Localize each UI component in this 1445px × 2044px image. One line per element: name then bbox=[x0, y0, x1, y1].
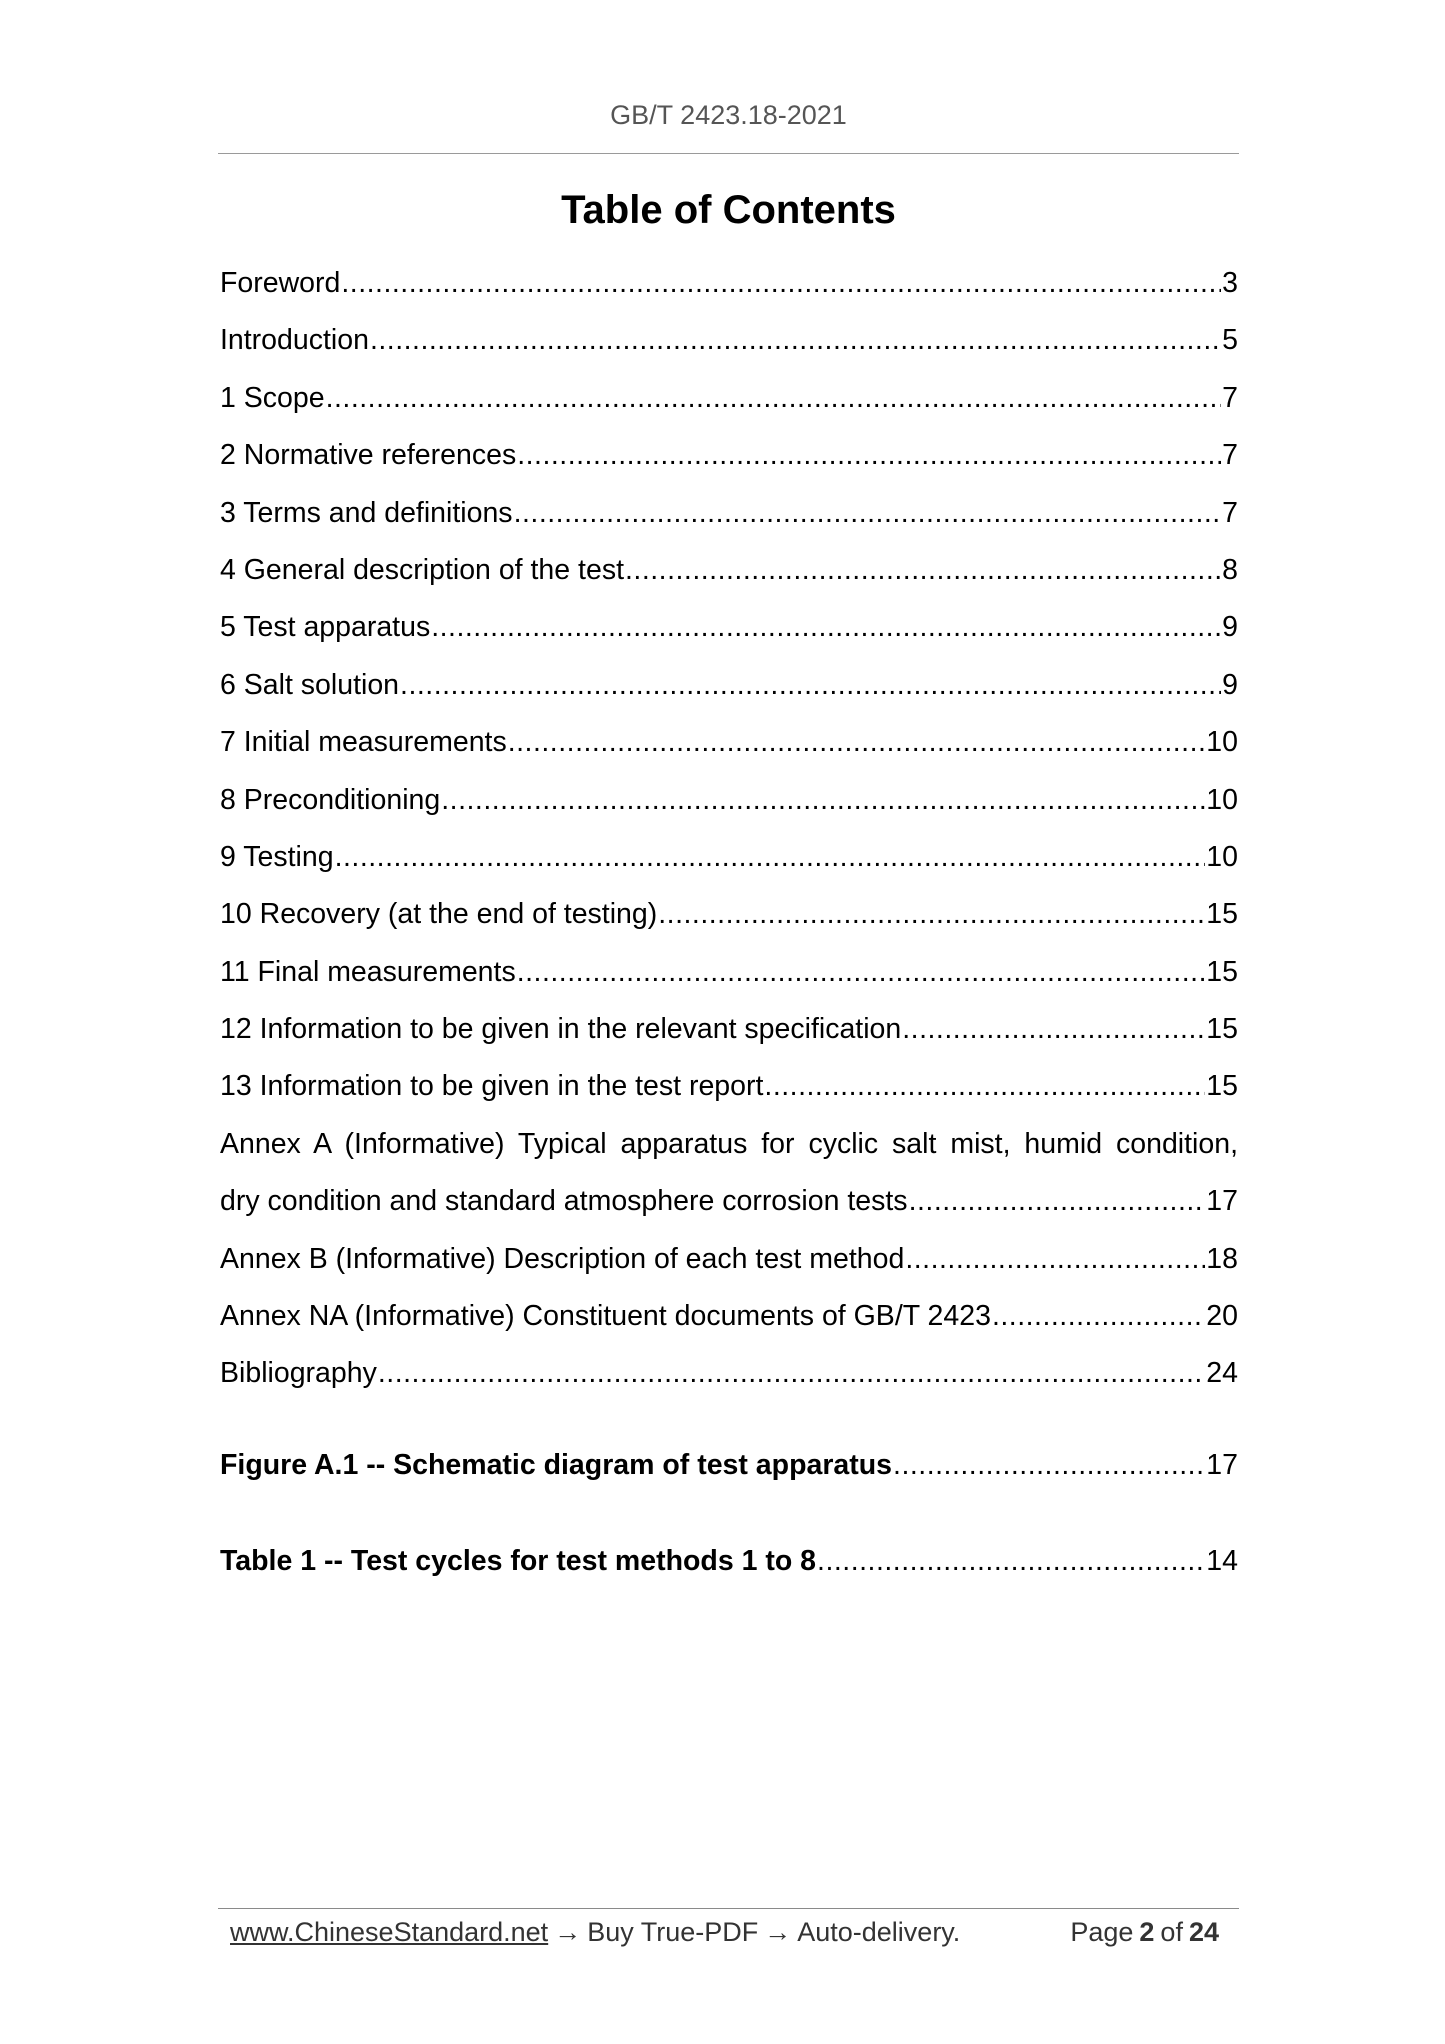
toc-entry-page: 7 bbox=[1222, 381, 1238, 414]
toc-entry-annex-b[interactable] bbox=[220, 1231, 1238, 1288]
table-entry[interactable] bbox=[220, 1533, 1238, 1590]
toc-entry-page: 5 bbox=[1222, 324, 1238, 357]
dot-leader bbox=[326, 370, 1222, 427]
toc-entry-page: 7 bbox=[1222, 496, 1238, 529]
toc-entry-annex-na[interactable] bbox=[220, 1288, 1238, 1345]
toc-title: Table of Contents bbox=[561, 188, 896, 232]
buy-text: Buy True-PDF bbox=[587, 1917, 759, 1947]
toc-entry-page: 20 bbox=[1206, 1300, 1238, 1333]
toc-entry-label: 5 Test apparatus bbox=[220, 611, 431, 644]
toc-entry-salt-solution[interactable] bbox=[220, 657, 1238, 714]
toc-entry-initial-measurements[interactable] bbox=[220, 714, 1238, 771]
toc-entry-final-measurements[interactable] bbox=[220, 944, 1238, 1001]
table-list bbox=[220, 1533, 1238, 1590]
toc-entry-label: dry condition and standard atmosphere corrosion tests bbox=[220, 1185, 908, 1218]
toc-entry-page: 7 bbox=[1222, 439, 1238, 472]
dot-leader bbox=[341, 255, 1221, 312]
toc-entry-label: 6 Salt solution bbox=[220, 668, 400, 701]
toc-entry-label: 9 Testing bbox=[220, 840, 334, 873]
toc-list bbox=[220, 255, 1238, 1403]
arrow-right-icon: → bbox=[764, 1917, 792, 1947]
header-divider bbox=[218, 153, 1239, 154]
toc-entry-scope[interactable] bbox=[220, 370, 1238, 427]
toc-entry-information-specification[interactable] bbox=[220, 1001, 1238, 1058]
figure-entry-page: 17 bbox=[1206, 1449, 1238, 1481]
toc-entry-testing[interactable] bbox=[220, 829, 1238, 886]
dot-leader bbox=[400, 657, 1221, 714]
toc-entry-label: 8 Preconditioning bbox=[220, 783, 441, 816]
toc-entry-test-apparatus[interactable] bbox=[220, 599, 1238, 656]
toc-entry-label: 10 Recovery (at the end of testing) bbox=[220, 898, 658, 931]
toc-entry-label: Introduction bbox=[220, 324, 369, 357]
toc-entry-page: 15 bbox=[1206, 898, 1238, 931]
toc-entry-page: 15 bbox=[1206, 955, 1238, 988]
toc-entry-label: Annex B (Informative) Description of each test method bbox=[220, 1242, 905, 1275]
toc-entry-page: 3 bbox=[1222, 267, 1238, 299]
toc-entry-page: 15 bbox=[1206, 1013, 1238, 1046]
dot-leader bbox=[335, 829, 1206, 886]
figure-entry[interactable] bbox=[220, 1437, 1238, 1494]
dot-leader bbox=[817, 1533, 1205, 1590]
toc-entry-bibliography[interactable] bbox=[220, 1345, 1238, 1402]
toc-entry-label: 3 Terms and definitions bbox=[220, 496, 513, 529]
site-link[interactable]: www.ChineseStandard.net bbox=[230, 1917, 549, 1947]
toc-entry-introduction[interactable] bbox=[220, 312, 1238, 369]
toc-entry-label: 2 Normative references bbox=[220, 439, 517, 472]
page-footer bbox=[230, 1912, 1225, 1952]
toc-entry-page: 8 bbox=[1222, 553, 1238, 586]
toc-entry-label: 1 Scope bbox=[220, 381, 325, 414]
toc-entry-page: 17 bbox=[1206, 1185, 1238, 1218]
toc-entry-foreword[interactable] bbox=[220, 255, 1238, 312]
delivery-text: Auto-delivery. bbox=[797, 1917, 961, 1947]
toc-entry-page: 24 bbox=[1206, 1357, 1238, 1390]
dot-leader bbox=[764, 1058, 1205, 1115]
dot-leader bbox=[625, 542, 1221, 599]
table-entry-page: 14 bbox=[1206, 1545, 1238, 1577]
current-page: 2 bbox=[1139, 1917, 1155, 1947]
dot-leader bbox=[893, 1437, 1205, 1494]
toc-entry-label: 12 Information to be given in the relevant specification bbox=[220, 1013, 902, 1046]
dot-leader bbox=[992, 1288, 1205, 1345]
toc-entry-page: 10 bbox=[1206, 726, 1238, 759]
toc-entry-label: 11 Final measurements bbox=[220, 955, 516, 988]
toc-entry-page: 9 bbox=[1222, 668, 1238, 701]
toc-entry-recovery[interactable] bbox=[220, 886, 1238, 943]
toc-entry-page: 18 bbox=[1206, 1242, 1238, 1275]
dot-leader bbox=[902, 1001, 1205, 1058]
of-word: of bbox=[1160, 1917, 1183, 1947]
dot-leader bbox=[514, 485, 1222, 542]
figure-list bbox=[220, 1437, 1238, 1494]
toc-entry-label: Annex A (Informative) Typical apparatus for cyclic salt mist, humid condition, bbox=[220, 1127, 1238, 1160]
toc-entry-general-description[interactable] bbox=[220, 542, 1238, 599]
toc-entry-preconditioning[interactable] bbox=[220, 772, 1238, 829]
toc-entry-annex-a-line1[interactable] bbox=[220, 1116, 1238, 1173]
arrow-right-icon: → bbox=[554, 1917, 582, 1947]
dot-leader bbox=[517, 427, 1221, 484]
toc-entry-normative-references[interactable] bbox=[220, 427, 1238, 484]
page-indicator bbox=[1070, 1912, 1225, 1952]
dot-leader bbox=[370, 312, 1221, 369]
toc-entry-information-test-report[interactable] bbox=[220, 1058, 1238, 1115]
footer-promo bbox=[230, 1912, 960, 1952]
standard-code-header: GB/T 2423.18-2021 bbox=[610, 100, 847, 130]
footer-divider bbox=[218, 1908, 1239, 1909]
toc-entry-label: Bibliography bbox=[220, 1357, 377, 1390]
toc-entry-label: 4 General description of the test bbox=[220, 553, 624, 586]
toc-entry-page: 10 bbox=[1206, 783, 1238, 816]
toc-entry-page: 15 bbox=[1206, 1070, 1238, 1103]
dot-leader bbox=[517, 944, 1206, 1001]
toc-entry-terms-definitions[interactable] bbox=[220, 485, 1238, 542]
dot-leader bbox=[431, 599, 1221, 656]
toc-entry-label: Foreword bbox=[220, 267, 341, 299]
toc-entry-page: 10 bbox=[1206, 840, 1238, 873]
table-entry-label: Table 1 -- Test cycles for test methods 1 to 8 bbox=[220, 1545, 817, 1577]
dot-leader bbox=[441, 772, 1205, 829]
total-pages: 24 bbox=[1188, 1917, 1219, 1947]
toc-entry-page: 9 bbox=[1222, 611, 1238, 644]
dot-leader bbox=[508, 714, 1206, 771]
dot-leader bbox=[905, 1231, 1205, 1288]
dot-leader bbox=[658, 886, 1205, 943]
toc-entry-label: 13 Information to be given in the test report bbox=[220, 1070, 764, 1103]
dot-leader bbox=[378, 1345, 1205, 1402]
toc-entry-label: 7 Initial measurements bbox=[220, 726, 507, 759]
figure-entry-label: Figure A.1 -- Schematic diagram of test apparatus bbox=[220, 1449, 893, 1481]
toc-entry-annex-a[interactable] bbox=[220, 1173, 1238, 1230]
dot-leader bbox=[909, 1173, 1206, 1230]
page-word: Page bbox=[1070, 1917, 1134, 1947]
toc-entry-label: Annex NA (Informative) Constituent documents of GB/T 2423 bbox=[220, 1300, 991, 1333]
